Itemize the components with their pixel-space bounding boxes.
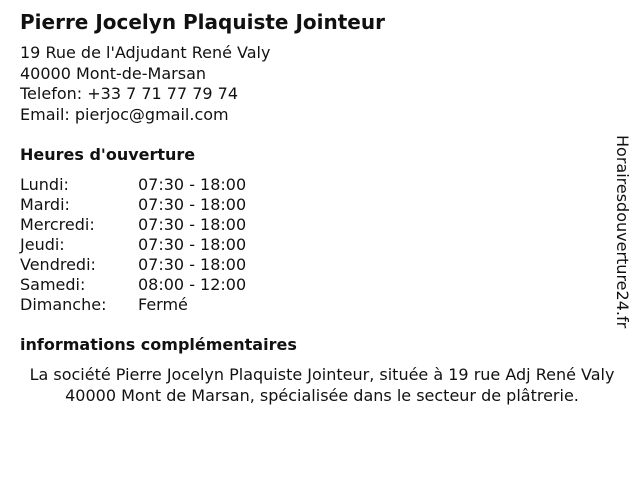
hours-row-mardi: [20, 195, 620, 215]
day-label: Mercredi:: [20, 215, 95, 234]
time-range: 08:00 - 12:00: [138, 275, 247, 294]
day-label: Mardi:: [20, 195, 70, 214]
hours-row-dimanche: [20, 295, 620, 315]
time-range: 07:30 - 18:00: [138, 195, 247, 214]
site-watermark: Horairesdouverture24.fr: [613, 135, 632, 329]
day-label: Dimanche:: [20, 295, 107, 314]
time-range: 07:30 - 18:00: [138, 175, 247, 194]
opening-hours-heading: Heures d'ouverture: [20, 145, 196, 164]
day-label: Lundi:: [20, 175, 69, 194]
city-address: 40000 Mont-de-Marsan: [20, 63, 207, 83]
time-range: Fermé: [138, 295, 188, 314]
hours-row-samedi: [20, 275, 620, 295]
time-range: 07:30 - 18:00: [138, 235, 247, 254]
hours-row-vendredi: [20, 255, 620, 275]
additional-info-heading: informations complémentaires: [20, 335, 297, 354]
additional-info-text: La société Pierre Jocelyn Plaquiste Jointeur, située à 19 rue Adj René Valy 40000 Mont de Marsan, spécialisée dans le secteur de plâtrerie.: [29, 365, 615, 405]
time-range: 07:30 - 18:00: [138, 215, 247, 234]
phone-number: Telefon: +33 7 71 77 79 74: [20, 84, 239, 103]
opening-hours-table: [20, 175, 620, 315]
hours-row-jeudi: [20, 235, 620, 255]
street-address: 19 Rue de l'Adjudant René Valy: [20, 43, 271, 62]
business-name: Pierre Jocelyn Plaquiste Jointeur: [20, 10, 385, 34]
time-range: 07:30 - 18:00: [138, 255, 247, 274]
day-label: Samedi:: [20, 275, 86, 294]
email-address: Email: pierjoc@gmail.com: [20, 104, 229, 124]
hours-row-mercredi: [20, 215, 620, 235]
hours-row-lundi: [20, 175, 620, 195]
day-label: Vendredi:: [20, 255, 96, 274]
day-label: Jeudi:: [20, 235, 65, 254]
business-card: [20, 10, 620, 406]
